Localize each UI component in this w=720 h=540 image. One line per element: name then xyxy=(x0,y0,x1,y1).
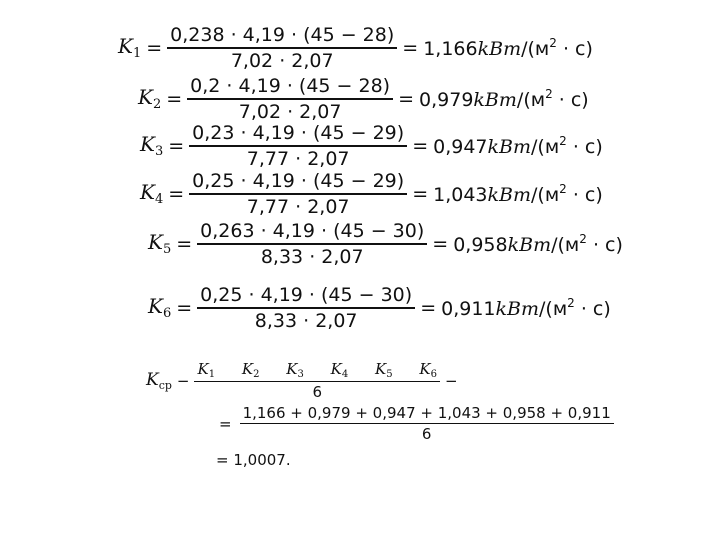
denominator: 8,33 · 2,07 xyxy=(254,309,358,332)
average-numerator: $K_1$ $K_2$ $K_3$ $K_4$ $K_5$ $K_6$ xyxy=(197,360,437,380)
numeric-denominator: 6 xyxy=(421,425,432,443)
equals-sign: = xyxy=(166,87,183,110)
equation-k5 xyxy=(148,220,623,268)
numeric-numerator: 1,166 + 0,979 + 0,947 + 1,043 + 0,958 + 0,911 xyxy=(242,404,611,422)
equals-sign: = xyxy=(176,296,193,319)
result: $0,979kBm/(м^2 \cdot с)$ xyxy=(419,86,589,111)
fraction xyxy=(187,75,393,123)
equation-lhs: $K_4$ xyxy=(140,180,164,208)
equals-sign: = xyxy=(420,296,437,319)
equation-lhs: $K_5$ xyxy=(148,230,172,258)
average-result: = 1,0007. xyxy=(216,451,291,469)
equals-sign: = xyxy=(412,182,429,205)
fraction xyxy=(167,24,397,72)
equation-k6 xyxy=(148,284,611,332)
numerator: 0,263 · 4,19 · (45 − 30) xyxy=(200,220,425,242)
equals-sign: = xyxy=(432,232,449,255)
numeric-fraction xyxy=(240,404,614,443)
equation-lhs: $K_2$ xyxy=(138,85,162,113)
equals-sign: = xyxy=(219,414,232,433)
numerator: 0,23 · 4,19 · (45 − 29) xyxy=(192,122,405,144)
fraction xyxy=(189,170,407,218)
equation-k1 xyxy=(118,24,593,72)
result: $1,166kBm/(м^2 \cdot с)$ xyxy=(423,35,593,60)
equals-sign: − xyxy=(176,371,190,390)
equals-sign: = xyxy=(176,232,193,255)
equation-lhs: $K_3$ xyxy=(140,132,164,160)
numerator: 0,25 · 4,19 · (45 − 30) xyxy=(200,284,413,306)
average-fraction xyxy=(194,360,439,401)
numerator: 0,25 · 4,19 · (45 − 29) xyxy=(192,170,405,192)
equals-sign: = xyxy=(412,134,429,157)
result: $0,958kBm/(м^2 \cdot с)$ xyxy=(453,231,623,256)
result: $0,947kBm/(м^2 \cdot с)$ xyxy=(433,133,603,158)
equals-sign: = xyxy=(168,134,185,157)
equals-sign: = xyxy=(398,87,415,110)
result: $1,043kBm/(м^2 \cdot с)$ xyxy=(433,181,603,206)
equation-lhs: $K_1$ xyxy=(118,34,142,62)
result: $0,911kBm/(м^2 \cdot с)$ xyxy=(441,295,611,320)
equals-sign: − xyxy=(444,371,458,390)
equals-sign: = xyxy=(168,182,185,205)
average-numeric xyxy=(214,404,614,443)
denominator: 7,02 · 2,07 xyxy=(238,100,342,123)
equation-k3 xyxy=(140,122,603,170)
equation-k4 xyxy=(140,170,603,218)
fraction xyxy=(189,122,407,170)
denominator: 7,77 · 2,07 xyxy=(246,147,350,170)
average-divisor: 6 xyxy=(312,383,322,401)
denominator: 8,33 · 2,07 xyxy=(260,245,364,268)
numerator: 0,238 · 4,19 · (45 − 28) xyxy=(170,24,395,46)
equation-k2 xyxy=(138,75,589,123)
average-lhs: $K_{ср}$ xyxy=(146,369,172,392)
equals-sign: = xyxy=(402,36,419,59)
fraction xyxy=(197,284,415,332)
equals-sign: = xyxy=(146,36,163,59)
average-formula xyxy=(146,360,463,401)
equation-lhs: $K_6$ xyxy=(148,294,172,322)
denominator: 7,77 · 2,07 xyxy=(246,195,350,218)
numerator: 0,2 · 4,19 · (45 − 28) xyxy=(190,75,391,97)
denominator: 7,02 · 2,07 xyxy=(230,49,334,72)
fraction xyxy=(197,220,427,268)
